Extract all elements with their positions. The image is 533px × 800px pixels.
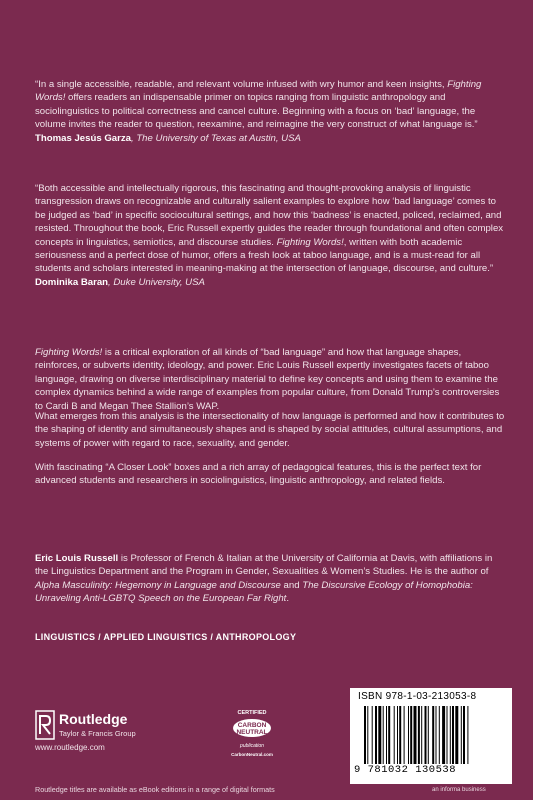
description-paragraph-1: [35, 346, 505, 413]
isbn-barcode: [350, 688, 512, 784]
bio-text: .: [286, 593, 290, 605]
badge-certified: CERTIFIED: [237, 710, 267, 716]
quote-text: [35, 78, 505, 132]
publisher-group: Taylor & Francis Group: [59, 729, 136, 738]
informa-note: an informa business: [432, 787, 486, 793]
badge-neutral: NEUTRAL: [236, 729, 268, 736]
author-bio: [35, 552, 505, 606]
description-paragraph-2: [35, 410, 505, 450]
book-title: Fighting Words!: [276, 236, 344, 248]
reviewer-affiliation: , Duke University, USA: [108, 276, 205, 288]
bio-text: and: [280, 579, 303, 591]
quote-attribution: [35, 276, 505, 289]
description-text: With fascinating “A Closer Look” boxes and a rich array of pedagogical features, this is the perfect text for advanced students and researchers in sociolinguistics, linguistic anthropology, and related fields.: [35, 462, 482, 487]
badge-site: CarbonNeutral.com: [231, 752, 273, 757]
quote-part: “In a single accessible, readable, and relevant volume infused with wry humor and keen insights,: [35, 79, 448, 90]
barcode-digits: 9 781032 130538: [354, 764, 457, 776]
author-book-title: The Discursive Ecology of Homophobia: Unraveling Anti-LGBTQ Speech on the European Far Right: [35, 579, 473, 605]
reviewer-name: Dominika Baran: [35, 276, 109, 288]
badge-publication: publication: [240, 743, 264, 749]
publisher-url: www.routledge.com: [35, 743, 105, 752]
routledge-r-icon: [35, 710, 55, 740]
book-description: [35, 346, 505, 413]
carbon-neutral-badge-icon: [222, 706, 282, 766]
ebook-footer-note: Routledge titles are available as eBook editions in a range of digital formats: [35, 785, 275, 794]
description-text: is a critical exploration of all kinds of “bad language” and how that language shapes, reinforces, or subverts identity, ideology, and power. Eric Louis Russell expertly investigates facets of taboo language, drawing on diverse interdisciplinary material to define key concepts and using them to examine the complex dynamics behind a wide range of examples from popular culture, from Donald Trump’s controversies to Cardi B and Megan Thee Stallion’s WAP.: [35, 347, 500, 412]
description-text: What emerges from this analysis is the intersectionality of how language is performed and how it contributes to the shaping of identity and simultaneously shapes and is shaped by social attitudes, cultural assumptions, and systems of power with regard to race, sexuality, and gender.: [35, 411, 505, 449]
quote-part: “Both accessible and intellectually rigorous, this fascinating and thought-provoking analysis of linguistic transgression draws on recognizable and culturally salient examples to explore how ‘bad language’ comes to be judged as ‘bad’ in specific sociocultural settings, and how this ‘badness’ is enacted, policed, reclaimed, and resisted. Throughout the book, Eric Russell expertly guides the reader through foundational and often complex concepts in linguistics, semiotics, and discourse studies.: [35, 183, 504, 248]
publisher-name: Routledge: [59, 711, 128, 727]
quote-part: , written with both academic seriousness and a perfect dose of humor, offers a fresh look at taboo language, and is a must-read for all students and scholars interested in meaning-making at the intersection of language, discourse, and culture.”: [35, 236, 494, 275]
author-name: Eric Louis Russell: [35, 553, 119, 564]
book-title: Fighting Words!: [35, 79, 482, 104]
review-quote-1: [35, 78, 505, 145]
quote-part: offers readers an indispensable primer on topics ranging from linguistic anthropology and sociolinguistics to political correctness and cancel culture. Beginning with a focus on ‘bad’ language, the volume invites the reader to question, reexamine, and reimagine the very construct of what language is.”: [35, 92, 478, 131]
book-title: Fighting Words!: [35, 347, 103, 358]
reviewer-affiliation: , The University of Texas at Austin, USA: [130, 132, 301, 144]
description-paragraph-3: [35, 461, 505, 488]
publisher-logo: [35, 708, 195, 758]
review-quote-2: [35, 182, 505, 289]
subject-category: LINGUISTICS / APPLIED LINGUISTICS / ANTHROPOLOGY: [35, 632, 297, 642]
author-bio-text: [35, 552, 505, 606]
barcode-bars-icon: [364, 706, 504, 764]
reviewer-name: Thomas Jesús Garza: [35, 132, 131, 144]
quote-attribution: [35, 132, 505, 145]
isbn-text: ISBN 978-1-03-213053-8: [358, 691, 477, 702]
badge-carbon: CARBON: [237, 722, 267, 729]
quote-text: [35, 182, 505, 276]
bio-text: is Professor of French & Italian at the University of California at Davis, with affiliations in the Linguistics Department and the Program in Gender, Sexualities & Women’s Studies. He is the author of: [35, 553, 493, 578]
author-book-title: Alpha Masculinity: Hegemony in Language and Discourse: [35, 579, 281, 591]
